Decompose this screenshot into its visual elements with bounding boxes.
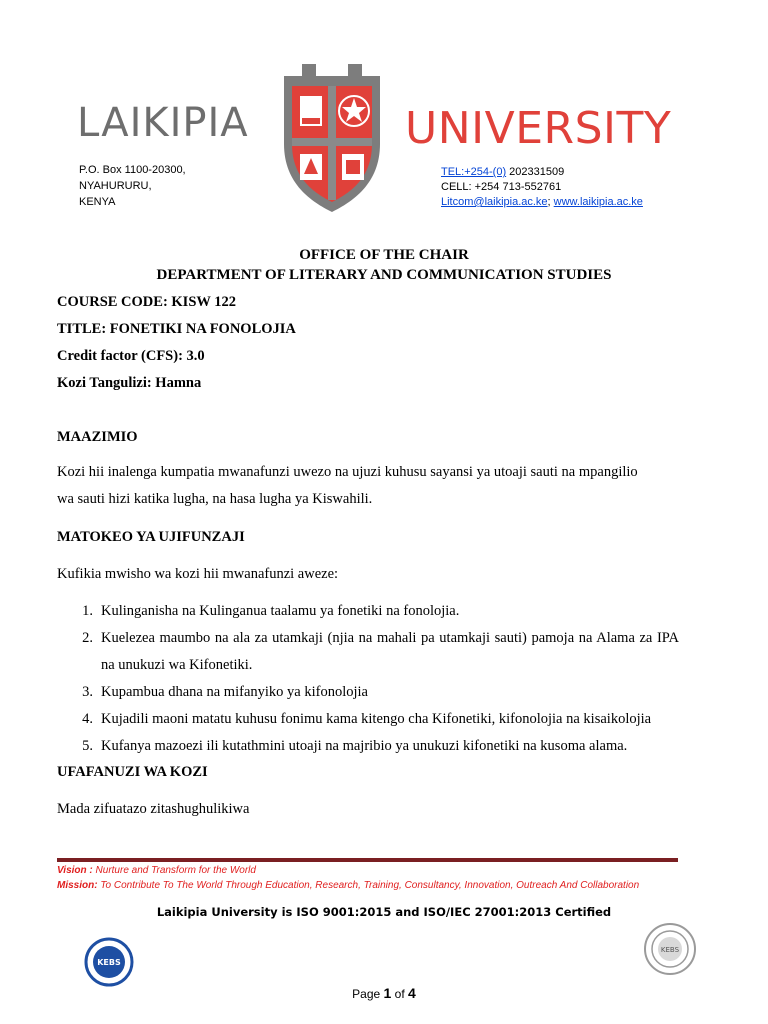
paragraph-line: Kozi hii inalenga kumpatia mwanafunzi uwezo na ujuzi kuhusu sayansi ya utoaji sauti na mpangilio (57, 464, 638, 480)
telephone-number: 202331509 (506, 166, 565, 178)
list-item (57, 625, 679, 679)
page-prefix: Page (352, 987, 384, 1001)
list-item (57, 598, 679, 625)
list-number: 4. (82, 711, 93, 727)
paragraph-line: wa sauti hizi katika lugha, na hasa lugha ya Kiswahili. (57, 491, 373, 507)
section-heading-matokeo: MATOKEO YA UJIFUNZAJI (57, 529, 245, 545)
list-item (57, 679, 679, 706)
web-line (441, 195, 643, 210)
page-of: of (391, 987, 409, 1001)
mission-label: Mission: (57, 880, 98, 891)
course-title: TITLE: FONETIKI NA FONOLOJIA (57, 321, 296, 337)
iso-certification: Laikipia University is ISO 9001:2015 and ISO/IEC 27001:2013 Certified (156, 905, 612, 919)
contact-block (441, 165, 643, 210)
current-page: 1 (383, 985, 392, 1001)
office-heading: OFFICE OF THE CHAIR (299, 247, 469, 263)
list-item (57, 733, 679, 760)
address-line: KENYA (79, 196, 116, 208)
mission-text: To Contribute To The World Through Education, Research, Training, Consultancy, Innovation, Outreach And Collaboration (100, 880, 640, 891)
vision-statement (57, 865, 256, 876)
kebs-certification-badge-left (84, 937, 134, 987)
vision-text: Nurture and Transform for the World (95, 865, 256, 876)
badge-label: KEBS (660, 946, 680, 954)
list-item (57, 706, 679, 733)
list-number: 1. (82, 603, 93, 619)
vision-label: Vision : (57, 865, 93, 876)
page-number (0, 985, 768, 1001)
credit-factor: Credit factor (CFS): 3.0 (57, 348, 205, 364)
course-code: COURSE CODE: KISW 122 (57, 294, 236, 310)
address-line: NYAHURURU, (79, 180, 152, 192)
separator: ; (547, 196, 551, 208)
mission-statement (57, 880, 639, 891)
university-crest-logo (280, 62, 384, 214)
list-text: Kulinganisha na Kulinganua taalamu ya fonetiki na fonolojia. (101, 603, 460, 619)
ufafanuzi-paragraph: Mada zifuatazo zitashughulikiwa (57, 801, 250, 817)
website-link[interactable]: www.laikipia.ac.ke (553, 196, 643, 208)
badge-label: KEBS (97, 958, 121, 967)
list-number: 3. (82, 684, 93, 700)
email-link[interactable]: Litcom@laikipia.ac.ke (441, 196, 548, 208)
section-heading-maazimio: MAAZIMIO (57, 429, 138, 445)
telephone-link[interactable]: TEL:+254-(0) (441, 166, 507, 178)
address-line: P.O. Box 1100-20300, (79, 164, 186, 176)
brand-name-left: LAIKIPIA (77, 100, 249, 146)
list-text: Kujadili maoni matatu kuhusu fonimu kama kitengo cha Kifonetiki, kifonolojia na kisaikolojia (101, 711, 652, 727)
brand-name-right: UNIVERSITY (405, 103, 672, 154)
matokeo-intro: Kufikia mwisho wa kozi hii mwanafunzi aweze: (57, 566, 339, 582)
learning-outcomes-list (57, 598, 679, 760)
list-number: 2. (82, 630, 93, 646)
list-number: 5. (82, 738, 93, 754)
list-text: Kufanya mazoezi ili kutathmini utoaji na majribio ya unukuzi kifonetiki na kusoma alama. (101, 738, 628, 754)
list-text: Kuelezea maumbo na ala za utamkaji (njia na mahali pa utamkaji sauti) pamoja na Alama za IPA na unukuzi wa Kifonetiki. (101, 630, 679, 673)
prerequisite: Kozi Tangulizi: Hamna (57, 375, 202, 391)
section-heading-ufafanuzi: UFAFANUZI WA KOZI (57, 764, 208, 780)
total-pages: 4 (408, 985, 416, 1001)
telephone-line (441, 165, 643, 180)
cell-line: CELL: +254 713-552761 (441, 181, 562, 193)
postal-address (79, 162, 186, 210)
maazimio-paragraph (57, 459, 679, 513)
list-text: Kupambua dhana na mifanyiko ya kifonolojia (101, 684, 368, 700)
department-heading: DEPARTMENT OF LITERARY AND COMMUNICATION STUDIES (156, 267, 612, 283)
kebs-certification-badge-right (643, 922, 697, 976)
footer-divider (57, 858, 678, 862)
